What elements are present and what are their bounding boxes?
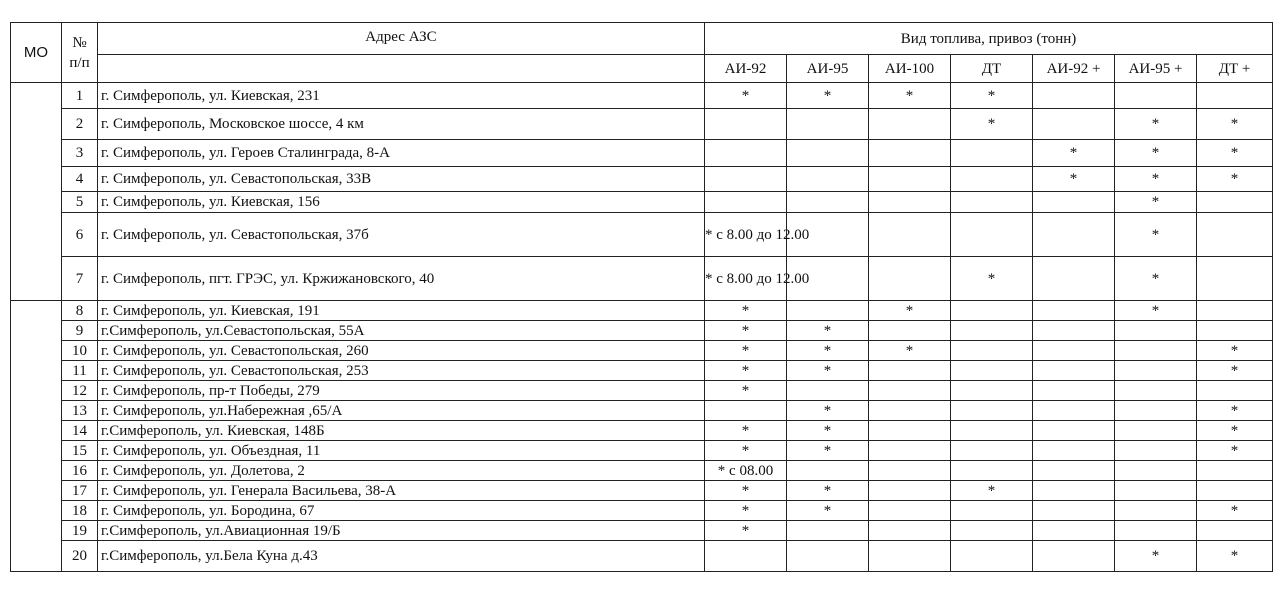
table-row [11,192,1273,213]
fuel-availability-cell [705,401,787,421]
fuel-availability-cell: * [705,381,787,401]
fuel-availability-cell [951,461,1033,481]
fuel-availability-cell: * [1197,140,1273,167]
fuel-availability-cell [787,192,869,213]
fuel-availability-cell [869,541,951,572]
fuel-availability-cell [1033,501,1115,521]
row-number: 8 [62,301,98,321]
station-address: г.Симферополь, ул. Киевская, 148Б [98,421,705,441]
row-number: 16 [62,461,98,481]
table-row [11,461,1273,481]
fuel-availability-cell [1115,501,1197,521]
fuel-availability-cell [1033,301,1115,321]
fuel-availability-cell [1197,481,1273,501]
fuel-availability-cell: * [1197,361,1273,381]
fuel-availability-cell: * [705,481,787,501]
fuel-availability-cell: * [705,321,787,341]
fuel-availability-cell: * с 8.00 до 12.00 [705,213,787,257]
fuel-availability-cell [1033,192,1115,213]
fuel-availability-cell [1197,213,1273,257]
fuel-availability-cell: * [1197,421,1273,441]
fuel-availability-cell: * [1197,401,1273,421]
fuel-availability-cell [1033,441,1115,461]
fuel-availability-cell [951,541,1033,572]
header-fuel-ai100: АИ-100 [869,55,951,83]
mo-cell [11,301,62,572]
fuel-availability-cell [869,401,951,421]
fuel-availability-cell: * [787,421,869,441]
fuel-availability-cell [951,521,1033,541]
fuel-availability-cell [869,441,951,461]
row-number: 2 [62,109,98,140]
fuel-availability-cell [869,421,951,441]
fuel-availability-cell [951,401,1033,421]
row-number: 9 [62,321,98,341]
fuel-availability-cell [1197,83,1273,109]
fuel-availability-cell: * [951,83,1033,109]
fuel-availability-cell [869,501,951,521]
fuel-availability-cell [1115,401,1197,421]
fuel-availability-cell [869,321,951,341]
fuel-availability-cell [869,109,951,140]
fuel-availability-cell [787,140,869,167]
table-row [11,401,1273,421]
fuel-availability-cell [1033,321,1115,341]
fuel-availability-cell [951,213,1033,257]
fuel-availability-cell: * [705,441,787,461]
fuel-availability-cell [951,501,1033,521]
fuel-availability-cell [1033,541,1115,572]
row-number: 1 [62,83,98,109]
row-number: 11 [62,361,98,381]
fuel-availability-cell: * [1115,167,1197,192]
fuel-availability-cell: * [951,257,1033,301]
fuel-availability-cell [1033,109,1115,140]
fuel-availability-cell: * [1033,140,1115,167]
station-address: г.Симферополь, ул.Бела Куна д.43 [98,541,705,572]
table-row [11,521,1273,541]
station-address: г.Симферополь, ул.Севастопольская, 55А [98,321,705,341]
station-address: г. Симферополь, ул. Севастопольская, 33В [98,167,705,192]
fuel-availability-cell [869,361,951,381]
row-number: 7 [62,257,98,301]
fuel-availability-cell: * [951,481,1033,501]
fuel-stations-table [10,22,1273,572]
fuel-availability-cell [951,140,1033,167]
station-address: г. Симферополь, ул. Долетова, 2 [98,461,705,481]
station-address: г. Симферополь, ул. Героев Сталинграда, 8-А [98,140,705,167]
fuel-availability-cell: * [787,341,869,361]
row-number: 18 [62,501,98,521]
fuel-availability-cell: * [705,361,787,381]
row-number: 4 [62,167,98,192]
table-row [11,441,1273,461]
station-address: г. Симферополь, ул. Киевская, 191 [98,301,705,321]
table-row [11,167,1273,192]
fuel-availability-cell: * [1115,109,1197,140]
fuel-availability-cell [869,167,951,192]
header-fuel-dt-plus: ДТ + [1197,55,1273,83]
fuel-availability-cell: * [1197,541,1273,572]
station-address: г. Симферополь, ул. Севастопольская, 260 [98,341,705,361]
fuel-availability-cell [869,192,951,213]
fuel-availability-cell: * с 08.00 [705,461,787,481]
table-body [11,23,1273,572]
fuel-availability-cell [1033,421,1115,441]
fuel-availability-cell: * [787,361,869,381]
fuel-availability-cell [1197,321,1273,341]
fuel-availability-cell [1033,213,1115,257]
fuel-availability-cell [1115,381,1197,401]
fuel-availability-cell [1197,381,1273,401]
fuel-availability-cell [787,109,869,140]
header-mo: МО [11,23,62,83]
fuel-availability-cell [951,321,1033,341]
table-row [11,341,1273,361]
fuel-availability-cell [951,167,1033,192]
header-fuel-dt: ДТ [951,55,1033,83]
table-row [11,541,1273,572]
header-fuel-group: Вид топлива, привоз (тонн) [705,23,1273,55]
station-address: г. Симферополь, пр-т Победы, 279 [98,381,705,401]
row-number: 3 [62,140,98,167]
fuel-availability-cell: * [705,421,787,441]
fuel-availability-cell [1197,257,1273,301]
fuel-availability-cell [1115,83,1197,109]
fuel-availability-cell [1197,301,1273,321]
header-fuel-ai92-plus: АИ-92 + [1033,55,1115,83]
station-address: г.Симферополь, ул.Авиационная 19/Б [98,521,705,541]
row-number: 20 [62,541,98,572]
fuel-availability-cell [1115,341,1197,361]
fuel-availability-cell: * [787,83,869,109]
fuel-availability-cell [787,301,869,321]
fuel-availability-cell [1033,461,1115,481]
row-number: 19 [62,521,98,541]
fuel-availability-cell: * [705,501,787,521]
fuel-availability-cell [869,213,951,257]
fuel-availability-cell: * [1115,140,1197,167]
fuel-availability-cell [951,381,1033,401]
table-row [11,421,1273,441]
fuel-availability-cell [869,461,951,481]
fuel-availability-cell: * [869,83,951,109]
station-address: г. Симферополь, ул. Бородина, 67 [98,501,705,521]
row-number: 5 [62,192,98,213]
row-number: 17 [62,481,98,501]
fuel-availability-cell [1115,441,1197,461]
fuel-availability-cell [787,521,869,541]
fuel-availability-cell: * [705,341,787,361]
station-address: г. Симферополь, ул. Севастопольская, 37б [98,213,705,257]
fuel-availability-cell [869,381,951,401]
fuel-availability-cell: * [1115,192,1197,213]
station-address: г. Симферополь, ул. Киевская, 231 [98,83,705,109]
fuel-availability-cell: * [787,481,869,501]
fuel-availability-cell: * [869,301,951,321]
station-address: г. Симферополь, Московское шоссе, 4 км [98,109,705,140]
fuel-availability-cell [951,361,1033,381]
table-row [11,213,1273,257]
row-number: 15 [62,441,98,461]
fuel-availability-cell: * [705,301,787,321]
fuel-availability-cell [1197,461,1273,481]
header-number [62,23,98,83]
fuel-availability-cell [705,140,787,167]
fuel-availability-cell: * [1115,301,1197,321]
fuel-availability-cell [1033,83,1115,109]
table-row [11,361,1273,381]
fuel-availability-cell: * [787,441,869,461]
fuel-availability-cell [1197,192,1273,213]
fuel-availability-cell [869,521,951,541]
fuel-availability-cell: * [787,401,869,421]
fuel-availability-cell: * [1197,501,1273,521]
table-row [11,381,1273,401]
fuel-availability-cell [787,381,869,401]
table-row [11,501,1273,521]
fuel-availability-cell: * [787,501,869,521]
table-row [11,257,1273,301]
fuel-availability-cell: * [1033,167,1115,192]
fuel-availability-cell [1033,521,1115,541]
header-number-line1: № [72,34,87,51]
fuel-availability-cell [869,140,951,167]
header-fuel-ai95-plus: АИ-95 + [1115,55,1197,83]
fuel-availability-cell [951,192,1033,213]
fuel-availability-cell [787,461,869,481]
row-number: 10 [62,341,98,361]
row-number: 14 [62,421,98,441]
fuel-availability-cell [1033,381,1115,401]
header-number-line2: п/п [69,54,90,71]
row-number: 12 [62,381,98,401]
table-row [11,109,1273,140]
fuel-availability-cell [869,257,951,301]
mo-cell [11,83,62,301]
header-fuel-ai95: АИ-95 [787,55,869,83]
fuel-availability-cell [1033,257,1115,301]
table-row [11,321,1273,341]
row-number: 13 [62,401,98,421]
header-address: Адрес АЗС [98,23,705,55]
fuel-availability-cell: * [869,341,951,361]
fuel-availability-cell [1033,341,1115,361]
fuel-availability-cell [1115,481,1197,501]
fuel-availability-cell: * [1115,257,1197,301]
station-address: г. Симферополь, ул.Набережная ,65/А [98,401,705,421]
fuel-availability-cell: * [787,321,869,341]
fuel-availability-cell [1033,361,1115,381]
fuel-availability-cell: * с 8.00 до 12.00 [705,257,787,301]
fuel-availability-cell [951,441,1033,461]
fuel-availability-cell: * [1197,441,1273,461]
table-row [11,140,1273,167]
header-row-1 [11,23,1273,55]
fuel-availability-cell [705,192,787,213]
fuel-availability-cell [1115,421,1197,441]
header-fuel-ai92: АИ-92 [705,55,787,83]
fuel-availability-cell [951,301,1033,321]
fuel-availability-cell [787,167,869,192]
table-row [11,83,1273,109]
fuel-availability-cell [1033,481,1115,501]
fuel-availability-cell [1115,521,1197,541]
fuel-availability-cell [705,109,787,140]
station-address: г. Симферополь, пгт. ГРЭС, ул. Кржижановского, 40 [98,257,705,301]
table-row [11,301,1273,321]
fuel-availability-cell: * [705,521,787,541]
fuel-availability-cell [1033,401,1115,421]
fuel-availability-cell: * [1197,341,1273,361]
fuel-availability-cell [951,341,1033,361]
header-row-2 [11,55,1273,83]
station-address: г. Симферополь, ул. Генерала Васильева, 38-А [98,481,705,501]
fuel-availability-cell [951,421,1033,441]
station-address: г. Симферополь, ул. Севастопольская, 253 [98,361,705,381]
table-row [11,481,1273,501]
fuel-availability-cell: * [951,109,1033,140]
fuel-availability-cell [1115,461,1197,481]
fuel-availability-cell: * [1115,541,1197,572]
fuel-availability-cell: * [1197,109,1273,140]
station-address: г. Симферополь, ул. Объездная, 11 [98,441,705,461]
fuel-availability-cell: * [705,83,787,109]
row-number: 6 [62,213,98,257]
fuel-availability-cell: * [1115,213,1197,257]
station-address: г. Симферополь, ул. Киевская, 156 [98,192,705,213]
fuel-availability-cell [705,167,787,192]
fuel-availability-cell [1115,361,1197,381]
fuel-availability-cell [1197,521,1273,541]
fuel-availability-cell [1115,321,1197,341]
fuel-availability-cell [705,541,787,572]
fuel-availability-cell [787,541,869,572]
header-address-blank [98,55,705,83]
fuel-availability-cell [869,481,951,501]
fuel-availability-cell: * [1197,167,1273,192]
